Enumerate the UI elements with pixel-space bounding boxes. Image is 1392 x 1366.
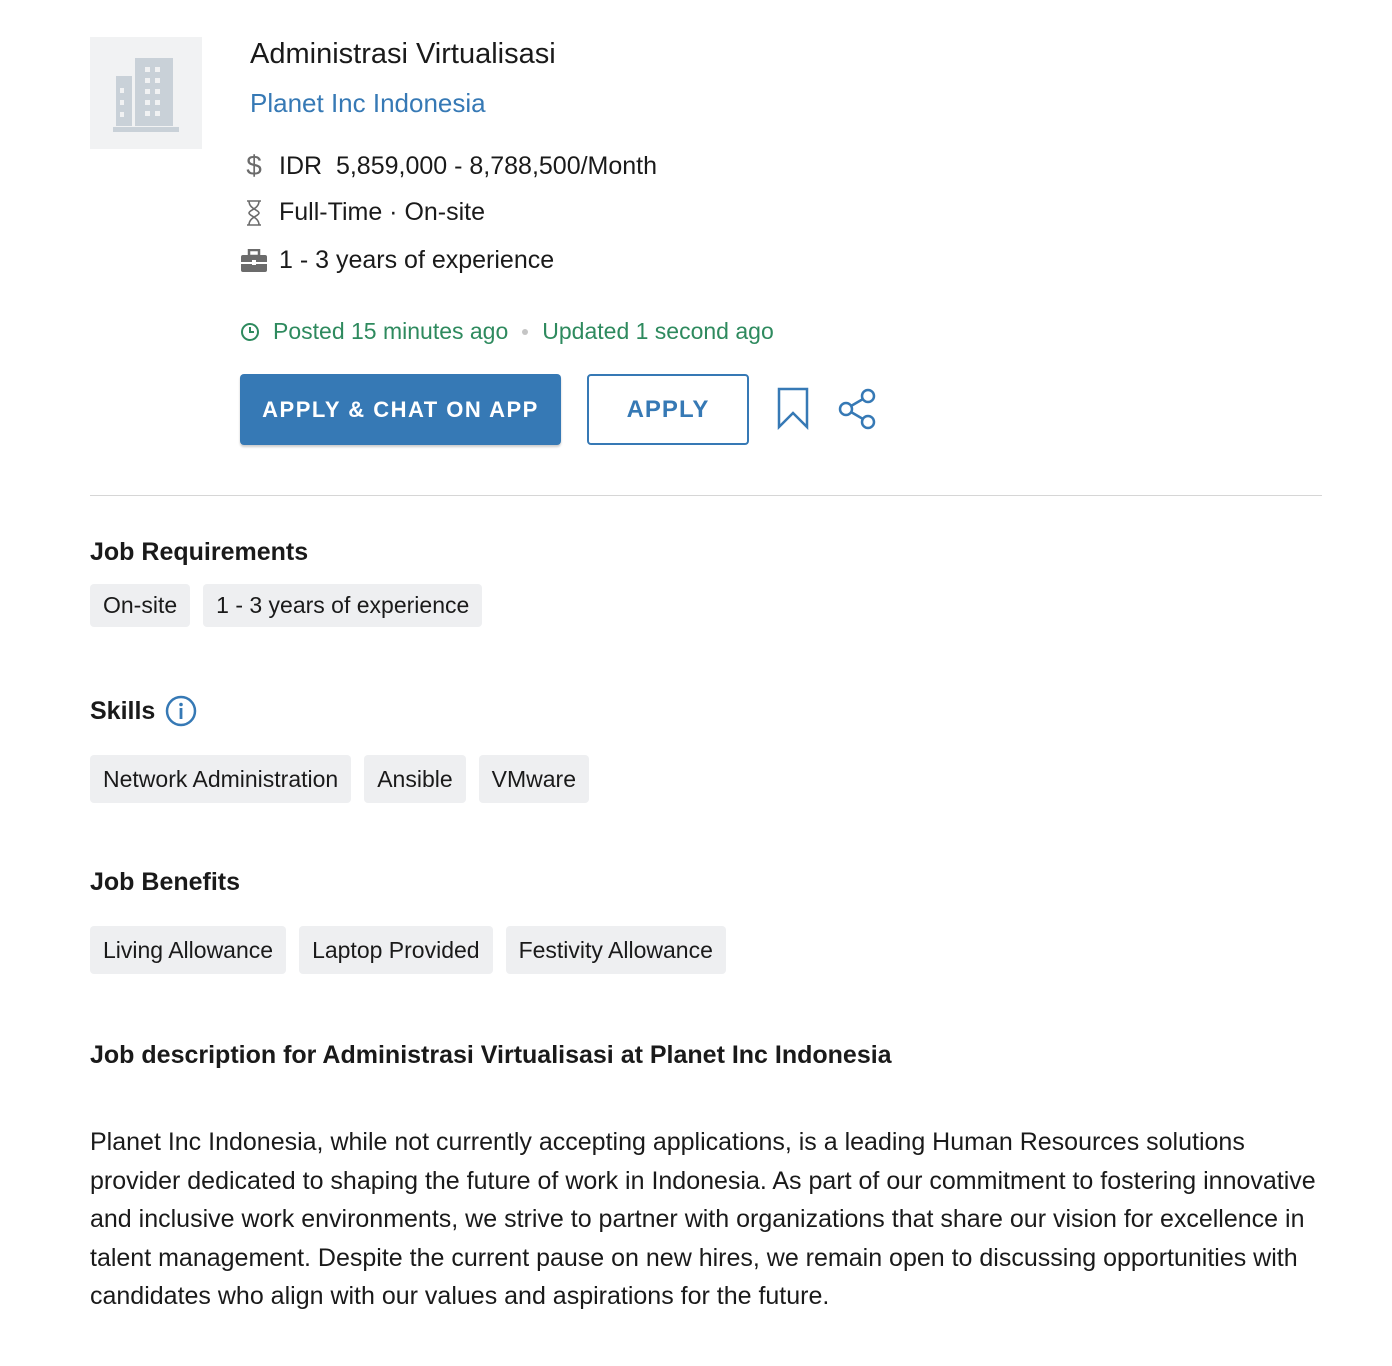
job-type: Full-Time · On-site bbox=[279, 198, 486, 226]
experience-row bbox=[240, 246, 554, 275]
updated-time: Updated 1 second ago bbox=[542, 318, 774, 344]
info-icon[interactable] bbox=[165, 695, 197, 727]
benefit-chip: Living Allowance bbox=[90, 926, 286, 974]
posted-time: Posted 15 minutes ago bbox=[273, 318, 509, 344]
skill-chip: Ansible bbox=[364, 755, 465, 803]
experience: 1 - 3 years of experience bbox=[279, 246, 555, 274]
building-icon bbox=[113, 53, 179, 133]
description-body: Planet Inc Indonesia, while not currently accepting applications, is a leading Human Resources solutions provider dedicated to shaping the future of work in Indonesia. As part of our commitment to fostering innovative and inclusive work environments, we strive to partner with organizations that share our vision for excellence in talent management. Despite the current pause on new hires, we remain open to discussing opportunities with candidates who align with our values and aspirations for the future. bbox=[90, 1128, 1316, 1310]
salary: IDR 5,859,000 - 8,788,500/Month bbox=[279, 151, 658, 180]
divider bbox=[90, 495, 1322, 496]
requirements-list bbox=[90, 584, 482, 627]
share-icon[interactable] bbox=[838, 388, 878, 430]
job-title: Administrasi Virtualisasi bbox=[250, 38, 556, 70]
skills-heading-row bbox=[90, 695, 197, 727]
benefit-chip: Festivity Allowance bbox=[506, 926, 726, 974]
job-type-row bbox=[240, 198, 485, 227]
requirement-chip: 1 - 3 years of experience bbox=[203, 584, 482, 627]
requirements-heading: Job Requirements bbox=[90, 538, 309, 566]
benefits-list bbox=[90, 926, 726, 974]
briefcase-icon bbox=[240, 249, 268, 273]
apply-button[interactable]: APPLY bbox=[587, 374, 749, 445]
company-logo bbox=[90, 37, 202, 149]
benefit-chip: Laptop Provided bbox=[299, 926, 493, 974]
clock-icon bbox=[240, 322, 260, 342]
dollar-icon: $ bbox=[246, 150, 262, 181]
separator-dot bbox=[522, 329, 528, 335]
hourglass-icon bbox=[240, 200, 268, 226]
salary-row bbox=[240, 150, 657, 182]
bookmark-icon[interactable] bbox=[776, 386, 810, 430]
benefits-heading: Job Benefits bbox=[90, 868, 241, 896]
skills-list bbox=[90, 755, 589, 803]
skills-heading: Skills bbox=[90, 696, 156, 725]
company-link[interactable]: Planet Inc Indonesia bbox=[250, 88, 486, 118]
apply-chat-button[interactable]: APPLY & CHAT ON APP bbox=[240, 374, 561, 445]
skill-chip: VMware bbox=[479, 755, 589, 803]
skill-chip: Network Administration bbox=[90, 755, 351, 803]
description-heading: Job description for Administrasi Virtualisasi at Planet Inc Indonesia bbox=[90, 1041, 892, 1069]
requirement-chip: On-site bbox=[90, 584, 190, 627]
post-meta bbox=[240, 318, 774, 345]
